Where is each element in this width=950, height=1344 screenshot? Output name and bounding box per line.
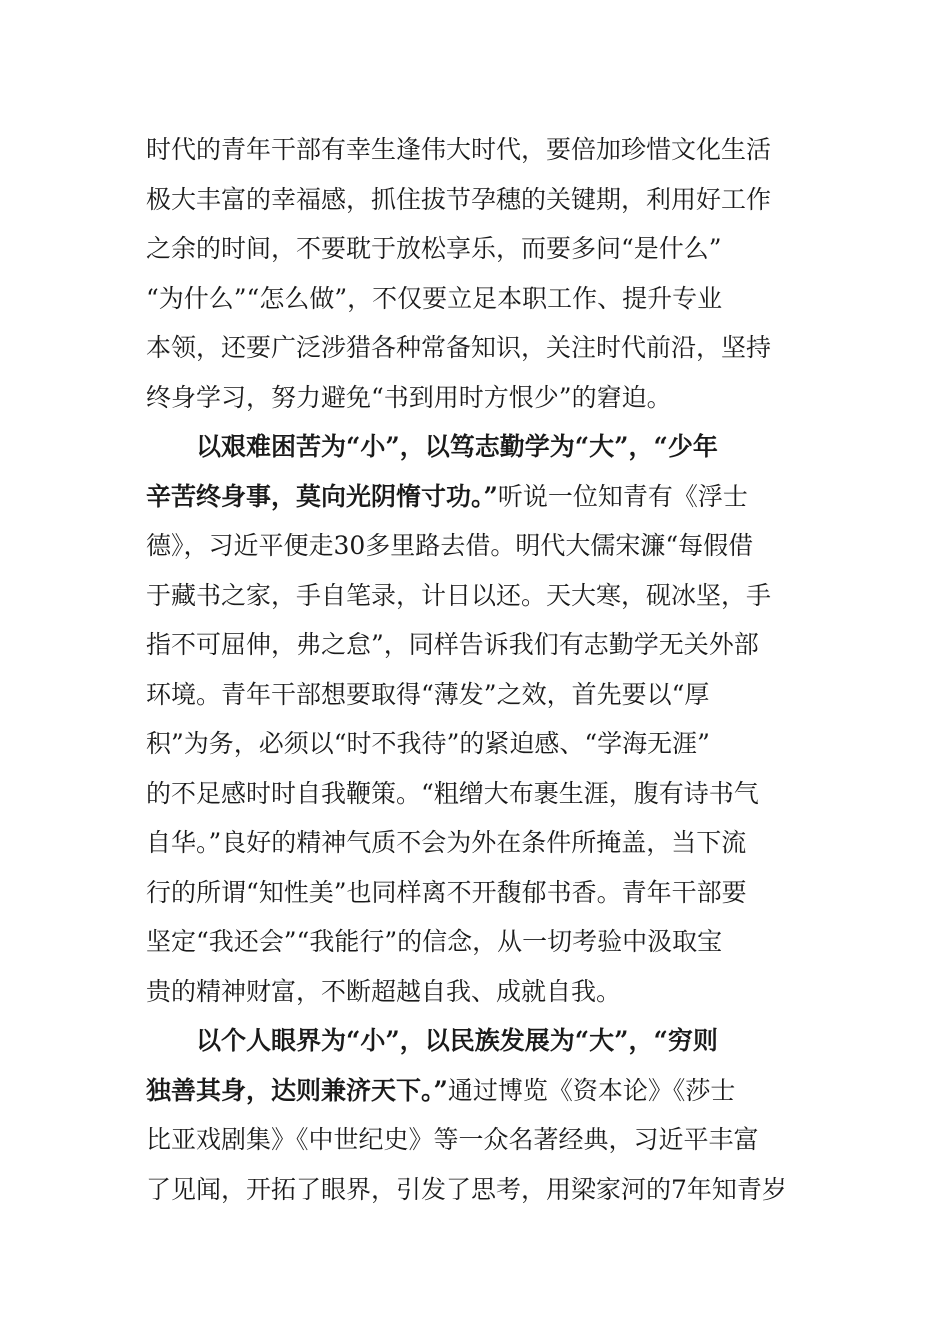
text-segment: 贵的精神财富，不断超越自我、成就自我。 — [146, 976, 622, 1006]
text-segment: 通过博览《资本论》《莎士 — [447, 1075, 736, 1105]
text-line — [146, 1016, 806, 1066]
text-segment: 德》，习近平便走30多里路去借。明代大儒宋濂“每假借 — [146, 531, 754, 560]
text-line — [146, 224, 806, 274]
text-segment: 于藏书之家，手自笔录，计日以还。天大寒，砚冰坚，手 — [146, 580, 772, 610]
text-segment: 指不可屈伸，弗之怠”，同样告诉我们有志勤学无关外部 — [146, 630, 759, 659]
text-segment: 的不足感时时自我鞭策。“粗缯大布裹生涯，腹有诗书气 — [146, 778, 759, 808]
bold-text-segment: 独善其身，达则兼济天下。” — [146, 1075, 448, 1105]
text-segment: 之余的时间，不要耽于放松享乐，而要多问“是什么” — [146, 234, 722, 263]
text-line — [146, 1115, 806, 1165]
text-line — [146, 670, 806, 720]
bold-text-segment: 辛苦终身事，莫向光阴惰寸功。” — [146, 481, 498, 511]
bold-text-segment: 以艰难困苦为“小”，以笃志勤学为“大”，“少年 — [196, 432, 718, 461]
text-line — [146, 1165, 806, 1215]
text-line — [146, 521, 806, 571]
document-body — [146, 125, 806, 1214]
text-line — [146, 868, 806, 918]
text-line — [146, 571, 806, 621]
text-line — [146, 818, 806, 868]
paragraph — [146, 422, 806, 1016]
text-line — [146, 125, 806, 175]
text-segment: 终身学习，努力避免“书到用时方恨少”的窘迫。 — [146, 382, 672, 412]
bold-text-segment: 以个人眼界为“小”，以民族发展为“大”，“穷则 — [196, 1026, 718, 1055]
text-segment: 坚定“我还会”“我能行”的信念，从一切考验中汲取宝 — [146, 927, 723, 956]
text-segment: 了见闻，开拓了眼界，引发了思考，用梁家河的7年知青岁 — [146, 1174, 787, 1204]
text-segment: 时代的青年干部有幸生逢伟大时代，要倍加珍惜文化生活 — [146, 135, 772, 164]
text-line — [146, 1066, 806, 1116]
text-line — [146, 472, 806, 522]
text-line — [146, 373, 806, 423]
text-line — [146, 719, 806, 769]
text-line — [146, 967, 806, 1017]
text-line — [146, 769, 806, 819]
text-segment: 听说一位知青有《浮士 — [497, 481, 748, 511]
text-segment: 自华。”良好的精神气质不会为外在条件所掩盖，当下流 — [146, 828, 747, 857]
text-line — [146, 422, 806, 472]
text-segment: 积”为务，必须以“时不我待”的紧迫感、“学海无涯” — [146, 729, 710, 758]
text-segment: 行的所谓“知性美”也同样离不开馥郁书香。青年干部要 — [146, 877, 747, 907]
text-line — [146, 274, 806, 324]
text-line — [146, 917, 806, 967]
text-line — [146, 175, 806, 225]
text-segment: “为什么”“怎么做”，不仅要立足本职工作、提升专业 — [146, 283, 723, 313]
text-segment: 比亚戏剧集》《中世纪史》等一众名著经典，习近平丰富 — [146, 1125, 759, 1154]
text-line — [146, 620, 806, 670]
text-segment: 本领，还要广泛涉猎各种常备知识，关注时代前沿，坚持 — [146, 333, 772, 362]
text-segment: 极大丰富的幸福感，抓住拔节孕穗的关键期，利用好工作 — [146, 184, 772, 214]
paragraph — [146, 125, 806, 422]
text-segment: 环境。青年干部想要取得“薄发”之效，首先要以“厚 — [146, 679, 710, 709]
paragraph — [146, 1016, 806, 1214]
text-line — [146, 323, 806, 373]
